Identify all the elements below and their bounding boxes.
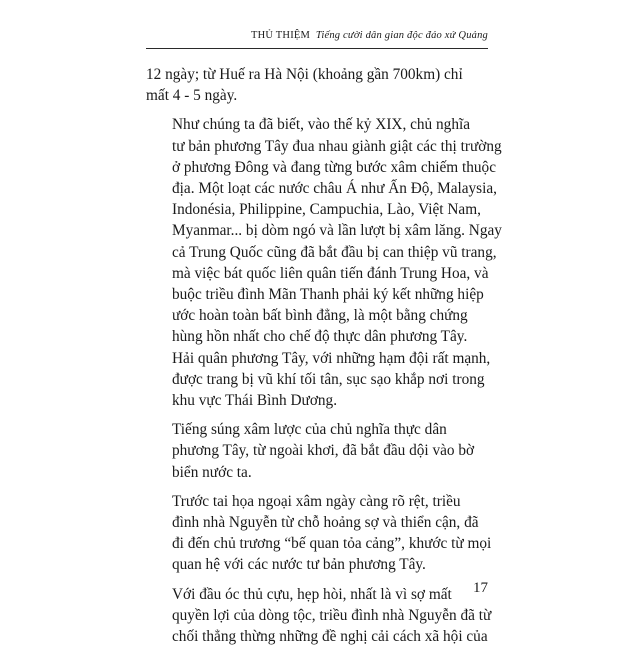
running-header — [251, 30, 488, 41]
header-title: Tiếng cười dân gian độc đáo xứ Quảng — [315, 30, 488, 41]
header-author: THỦ THIỆM — [250, 30, 311, 41]
text-line: hùng hồn nhất cho chế độ thực dân phương Tây. — [172, 328, 468, 346]
text-line: 12 ngày; từ Huế ra Hà Nội (khoảng gần 700km) chỉ — [146, 66, 463, 83]
paragraph-3 — [146, 419, 490, 483]
text-line: ở phương Đông và đang từng bước xâm chiếm thuộc — [172, 158, 496, 176]
text-line: quyền lợi của dòng tộc, triều đình nhà Nguyễn đã từ — [172, 606, 492, 624]
paragraph-1 — [146, 64, 490, 106]
text-line: được trang bị vũ khí tối tân, sục sạo khắp nơi trong — [172, 370, 485, 388]
text-line: Myanmar... bị dòm ngó và lần lượt bị xâm lăng. Ngay — [172, 222, 502, 240]
text-line: Hải quân phương Tây, với những hạm đội rất mạnh, — [172, 349, 491, 367]
paragraph-5 — [146, 584, 490, 648]
text-line: ước hoàn toàn bất bình đẳng, là một bằng chứng — [172, 307, 468, 325]
text-line: biển nước ta. — [172, 463, 252, 481]
text-line: đi đến chủ trương “bế quan tỏa cảng”, khước từ mọi — [172, 535, 492, 553]
text-line: cả Trung Quốc cũng đã bắt đầu bị can thiệp vũ trang, — [172, 243, 497, 261]
text-line: mất 4 - 5 ngày. — [146, 87, 238, 105]
text-line: địa. Một loạt các nước châu Á như Ấn Độ, Malaysia, — [172, 180, 497, 198]
text-line: mà việc bát quốc liên quân tiến đánh Trung Hoa, và — [172, 264, 489, 282]
text-line: Indonésia, Philippine, Campuchia, Lào, Việt Nam, — [172, 201, 481, 219]
text-line: quan hệ với các nước tư bản phương Tây. — [172, 556, 426, 574]
body-text — [146, 64, 502, 655]
text-line: chối thẳng thừng những đề nghị cải cách xã hội của — [172, 628, 488, 646]
text-line: khu vực Thái Bình Dương. — [172, 392, 338, 410]
text-line: buộc triều đình Mãn Thanh phải ký kết những hiệp — [172, 286, 484, 304]
text-line: Với đầu óc thủ cựu, hẹp hòi, nhất là vì sợ mất — [172, 585, 452, 603]
text-line: đình nhà Nguyễn từ chỗ hoảng sợ và thiển cận, đã — [172, 514, 479, 532]
page-number: 17 — [473, 580, 488, 596]
text-line: phương Tây, từ ngoài khơi, đã bắt đầu dội vào bờ — [172, 442, 475, 460]
paragraph-4 — [146, 491, 490, 576]
text-line: Trước tai họa ngoại xâm ngày càng rõ rệt, triều — [172, 492, 461, 510]
paragraph-2 — [146, 114, 502, 411]
text-line: Như chúng ta đã biết, vào thế kỷ XIX, chủ nghĩa — [172, 116, 471, 134]
header-divider — [146, 48, 488, 49]
text-line: tư bản phương Tây đua nhau giành giật các thị trường — [172, 137, 502, 155]
text-line: Tiếng súng xâm lược của chủ nghĩa thực dân — [172, 421, 447, 439]
